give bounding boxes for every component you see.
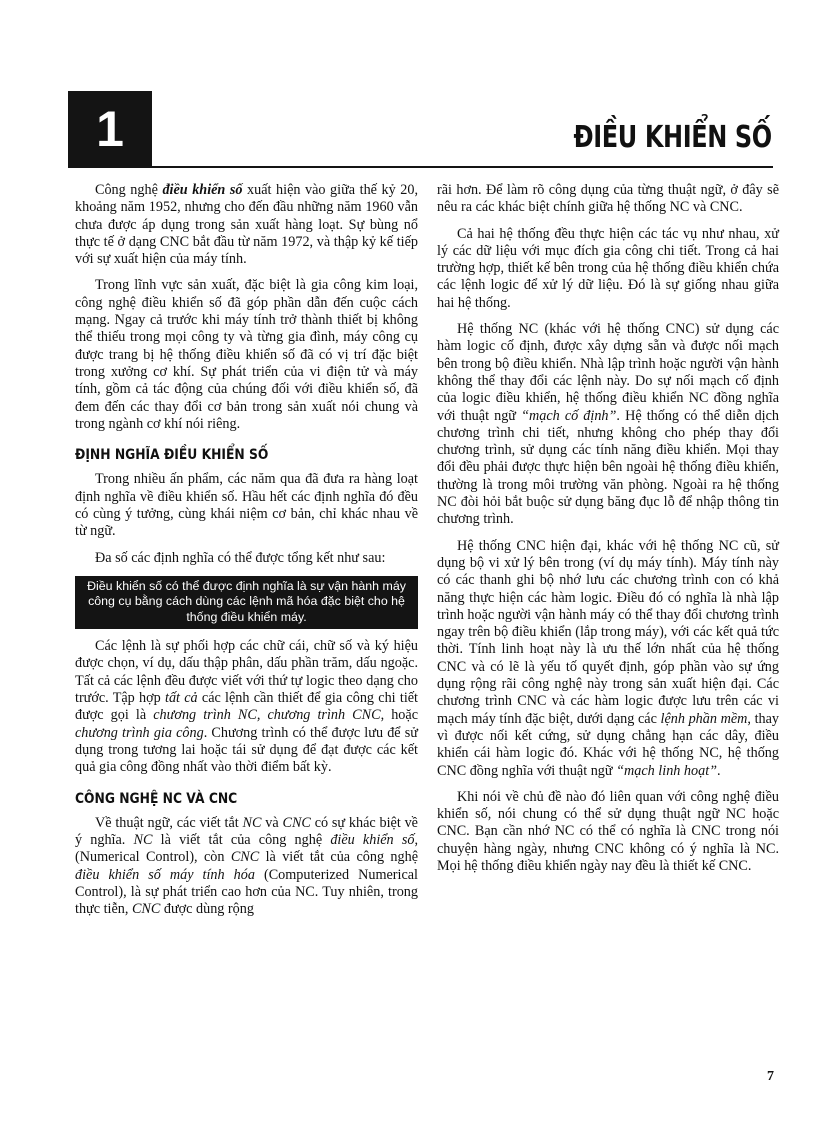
left-column [75, 182, 418, 928]
paragraph: Khi nói về chủ đề nào đó liên quan với công nghệ điều khiển số, nói chung có thể sử dụng thuật ngữ NC hoặc CNC. Bạn cần nhớ NC có thể có nghĩa là CNC trong nói chuyện hàng ngày, nhưng CNC không có ý nghĩa là NC. Mọi hệ thống điều khiển ngày nay đều là thiết kế CNC. [437, 788, 779, 874]
paragraph: Các lệnh là sự phối hợp các chữ cái, chữ số và ký hiệu được chọn, ví dụ, dấu thập phân, dấu phần trăm, dấu ngoặc. Tất cả các lệnh đều được viết với thứ tự logic theo dạng cho trước. Tập hợp tất cả các lệnh cần thiết để gia công chi tiết được gọi là chương trình NC, chương trình CNC, hoặc chương trình gia công. Chương trình có thể được lưu để sử dụng trong tương lai hoặc tái sử dụng để đạt được các kết quả gia công đồng nhất vào thời điểm bất kỳ. [75, 638, 418, 776]
paragraph: Đa số các định nghĩa có thể được tổng kết như sau: [95, 549, 386, 566]
chapter-number-box [68, 91, 152, 167]
paragraph: Về thuật ngữ, các viết tắt NC và CNC có sự khác biệt về ý nghĩa. NC là viết tắt của công nghệ điều khiển số,(Numerical Control), còn CNC là viết tắt của công nghệ điều khiển số máy tính hóa (Computerized Numerical Control), là sự phát triển cao hơn của NC. Tuy nhiên, trong thực tiễn, CNC được dùng rộng [75, 814, 418, 918]
right-column [437, 182, 779, 884]
page-number: 7 [767, 1069, 774, 1084]
definition-box: Điều khiển số có thể được định nghĩa là sự vận hành máy công cụ bằng cách dùng các lệnh mã hóa đặc biệt cho hệ thống điều khiển máy. [75, 576, 418, 629]
paragraph: Cả hai hệ thống đều thực hiện các tác vụ như nhau, xử lý các dữ liệu với mục đích gia công chi tiết. Trong cả hai trường hợp, thiết kế bên trong của hệ thống điều khiển chứa các lệnh logic để xử lý dữ liệu. Đó là sự giống nhau giữa hai hệ thống. [437, 225, 779, 311]
section-heading-definition: ĐỊNH NGHĨA ĐIỀU KHIỂN SỐ [75, 447, 269, 464]
title-rule [68, 166, 773, 168]
paragraph: Hệ thống CNC hiện đại, khác với hệ thống NC cũ, sử dụng bộ vi xử lý bên trong (ví dụ máy tính). Máy tính này có các thanh ghi bộ nhớ lưu các chương trình con có khả năng thực hiện các hàm logic. Điều đó có nghĩa là nhà lập trình hoặc người vận hành máy có thể thay đổi chương trình ngay trên bộ điều khiển (lắp trong máy), với các kết quả tức thời. Tính linh hoạt này là ưu thế lớn nhất của hệ thống CNC và có lẽ là yếu tố quyết định, góp phần vào sự ứng dụng rộng rãi công nghệ này trong sản xuất hiện đại. Các chương trình CNC và các hàm logic được lưu trên các vi mạch máy tính đặc biệt, dưới dạng các lệnh phần mềm, thay vì được nối kết cứng, sử dụng chẳng hạn các dây, điều khiển cái hàm logic đó. Khác với hệ thống NC, hệ thống CNC đồng nghĩa với thuật ngữ “mạch linh hoạt”. [437, 537, 779, 779]
paragraph: rãi hơn. Để làm rõ công dụng của từng thuật ngữ, ở đây sẽ nêu ra các khác biệt chính giữa hệ thống NC và CNC. [437, 182, 779, 216]
paragraph: Công nghệ điều khiển số xuất hiện vào giữa thế kỷ 20, khoảng năm 1952, nhưng cho đến đầu những năm 1960 vẫn chưa được áp dụng trong sản xuất hàng loạt. Sự bùng nổ thực tế ở dạng CNC bắt đầu từ năm 1972, và thập kỷ kế tiếp với sự xuất hiện của máy tính. [75, 182, 418, 268]
chapter-number: 1 [96, 101, 124, 157]
paragraph: Hệ thống NC (khác với hệ thống CNC) sử dụng các hàm logic cố định, được xây dựng sẵn và được nối mạch bên trong bộ điều khiển. Nhà lập trình hoặc người vận hành không thể thay đổi các lệnh này. Do sự nối mạch cố định của logic điều khiển, hệ thống điều khiển NC đồng nghĩa với thuật ngữ “mạch cố định”. Hệ thống có thể diễn dịch chương trình chi tiết, nhưng không cho phép thay đổi chương trình, sử dụng các tính năng điều khiển. Mọi thay đổi đều phải được thực hiện bên ngoài hệ thống điều khiển, thường là trong môi trường văn phòng. Ngoài ra hệ thống NC đòi hỏi bắt buộc sử dụng băng đục lỗ để nhập thông tin chương trình. [437, 321, 780, 528]
chapter-title: ĐIỀU KHIỂN SỐ [573, 120, 772, 155]
section-heading-nc-cnc: CÔNG NGHỆ NC VÀ CNC [75, 790, 238, 807]
paragraph: Trong nhiều ấn phẩm, các năm qua đã đưa ra hàng loạt định nghĩa về điều khiển số. Hầu hết các định nghĩa đó đều có cùng ý tưởng, cùng khái niệm cơ bản, chỉ khác nhau về từ ngữ. [75, 471, 418, 540]
paragraph: Trong lĩnh vực sản xuất, đặc biệt là gia công kim loại, công nghệ điều khiển số đã góp phần dẫn đến cuộc cách mạng. Ngay cả trước khi máy tính trở thành thiết bị không thể thiếu trong mọi công ty và từng gia đình, máy công cụ được trang bị hệ thống điều khiển số đã có vị trí đặc biệt trong xưởng cơ khí. Sự phát triển của vi điện tử và máy tính, gồm cả tác động của chúng đối với điều khiển số, đã đem đến các thay đổi cơ bản trong sản xuất nói chung và trong ngành cơ khí nói riêng. [75, 277, 418, 432]
